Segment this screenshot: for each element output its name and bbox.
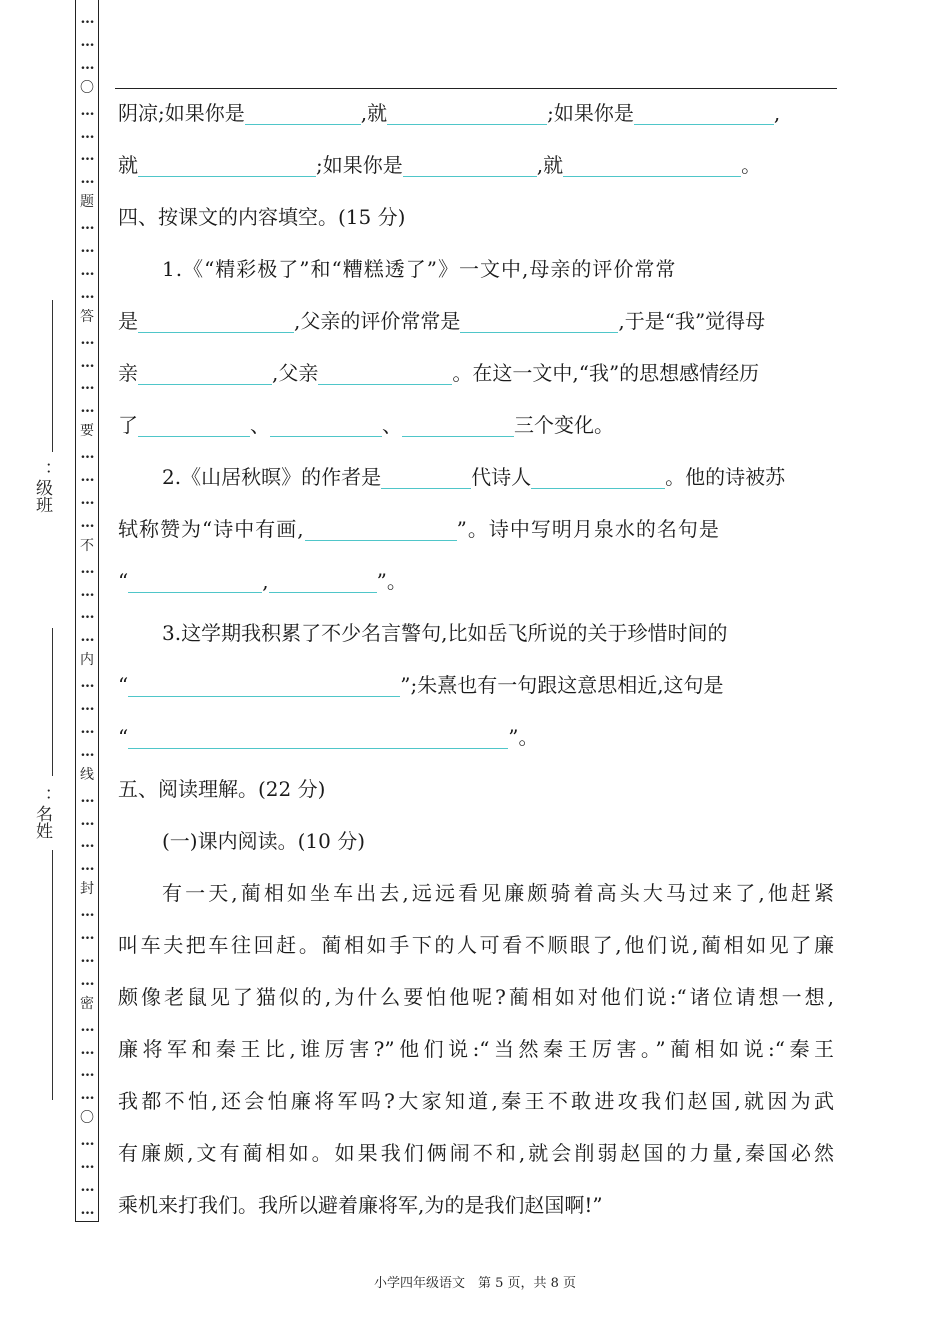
margin-dots: … [80,812,94,829]
q1-line-4: 了 、 、 三个变化。 [118,413,614,437]
answer-blank[interactable] [128,726,508,749]
margin-dots: … [80,400,94,417]
q-tail-line-2: 就 ;如果你是 ,就 。 [118,153,762,177]
q3-line-3: “ ”。 [118,725,539,749]
answer-blank[interactable] [381,466,471,489]
margin-dots: … [80,720,94,737]
q-tail-line-1: 阴凉;如果你是 ,就 ;如果你是 , [118,101,781,125]
margin-dots: … [80,698,94,714]
margin-dots: … [80,469,94,485]
margin-char: 内 [80,652,94,669]
answer-blank[interactable] [634,102,774,125]
answer-blank[interactable] [270,414,382,437]
margin-dots: … [80,675,94,692]
margin-dots: … [80,33,94,50]
passage-line: 有廉颇,文有蔺相如。如果我们俩闹不和,就会削弱赵国的力量,秦国必然 [118,1141,834,1165]
margin-dots: … [80,583,94,600]
passage-line: 有一天,蔺相如坐车出去,远远看见廉颇骑着高头大马过来了,他赶紧 [162,881,834,905]
answer-blank[interactable] [128,570,262,593]
answer-blank[interactable] [245,102,361,125]
passage-line: 廉将军和秦王比,谁厉害?”他们说:“当然秦王厉害。”蔺相如说:“秦王 [118,1037,834,1061]
q2-line-3: “ , ”。 [118,569,407,593]
margin-dots: … [80,743,94,760]
passage-line: 乘机来打我们。我所以避着廉将军,为的是我们赵国啊!” [118,1193,603,1217]
q3-line-2: “ ”;朱熹也有一句跟这意思相近,这句是 [118,673,724,697]
margin-dots: … [80,11,94,27]
margin-dots: … [80,125,94,142]
margin-dots: … [80,927,94,943]
name-label: ：名姓 [32,788,52,839]
margin-dots: … [80,491,94,508]
margin-circle: 〇 [80,1110,94,1127]
margin-dots: … [80,102,94,119]
margin-char: 答 [80,308,94,325]
margin-dots: … [80,446,94,463]
binding-margin-strip [75,0,99,1222]
answer-blank[interactable] [402,414,514,437]
answer-blank[interactable] [563,154,741,177]
margin-circle: 〇 [80,79,94,96]
name-line [52,628,53,776]
margin-dots: … [80,1156,94,1172]
class-line [52,300,53,452]
class-label: ：级班 [32,462,52,513]
margin-char: 题 [80,194,94,211]
margin-dots: … [80,514,94,531]
q1-line-2: 是 ,父亲的评价常常是 ,于是“我”觉得母 [118,309,766,333]
page-footer: 小学四年级语文 第 5 页，共 8 页 [373,1276,577,1291]
margin-dots: … [80,1018,94,1035]
margin-char: 封 [80,881,94,898]
answer-blank[interactable] [387,102,547,125]
margin-dots: … [80,835,94,852]
answer-blank[interactable] [269,570,377,593]
margin-dots: … [80,904,94,921]
margin-dots: … [80,1064,94,1081]
margin-char: 要 [80,423,94,440]
margin-dots: … [80,949,94,966]
answer-blank[interactable] [138,362,272,385]
margin-dots: … [80,1041,94,1058]
margin-dots: … [80,377,94,394]
margin-char: 不 [80,537,94,554]
top-rule [115,88,837,89]
margin-dots: … [80,240,94,256]
margin-char: 密 [80,995,94,1012]
margin-dots: … [80,560,94,577]
answer-blank[interactable] [138,414,250,437]
q2-line-2: 轼称赞为“诗中有画, ”。诗中写明月泉水的名句是 [118,517,720,541]
answer-blank[interactable] [460,310,618,333]
margin-dots: … [80,606,94,623]
answer-blank[interactable] [403,154,537,177]
margin-dots: … [80,262,94,279]
answer-blank[interactable] [128,674,400,697]
margin-char: 线 [80,766,94,783]
section5-heading: 五、阅读理解。(22 分) [118,777,326,801]
margin-dots: … [80,56,94,73]
margin-dots: … [80,1087,94,1104]
passage-line: 颇像老鼠见了猫似的,为什么要怕他呢?蔺相如对他们说:“诸位请想一想, [118,985,834,1009]
answer-blank[interactable] [138,154,316,177]
answer-blank[interactable] [531,466,665,489]
margin-dots: … [80,1133,94,1150]
answer-blank[interactable] [318,362,452,385]
margin-dots: … [80,331,94,348]
margin-dots: … [80,148,94,165]
q2-line-1: 2.《山居秋暝》的作者是 代诗人 。他的诗被苏 [162,465,786,489]
answer-blank[interactable] [138,310,294,333]
margin-dots: … [80,171,94,188]
margin-dots: … [80,789,94,806]
answer-blank[interactable] [305,518,457,541]
name-line-lower [52,850,53,1100]
passage-line: 我都不怕,还会怕廉将军吗?大家知道,秦王不敢进攻我们赵国,就因为武 [118,1089,834,1113]
section5-sub-heading: (一)课内阅读。(10 分) [162,829,366,853]
q3-line-1: 3.这学期我积累了不少名言警句,比如岳飞所说的关于珍惜时间的 [162,621,728,645]
margin-dots: … [80,217,94,234]
passage-line: 叫车夫把车往回赶。蔺相如手下的人可看不顺眼了,他们说,蔺相如见了廉 [118,933,834,957]
margin-dots: … [80,972,94,989]
section4-heading: 四、按课文的内容填空。(15 分) [118,205,406,229]
margin-dots: … [80,354,94,371]
q1-line-1: 1.《“精彩极了”和“糟糕透了”》一文中,母亲的评价常常 [162,257,677,281]
margin-dots: … [80,285,94,302]
margin-dots: … [80,858,94,875]
margin-dots: … [80,629,94,646]
q1-line-3: 亲 ,父亲 。在这一文中,“我”的思想感情经历 [118,361,760,385]
margin-dots: … [80,1201,94,1218]
margin-dots: … [80,1178,94,1195]
